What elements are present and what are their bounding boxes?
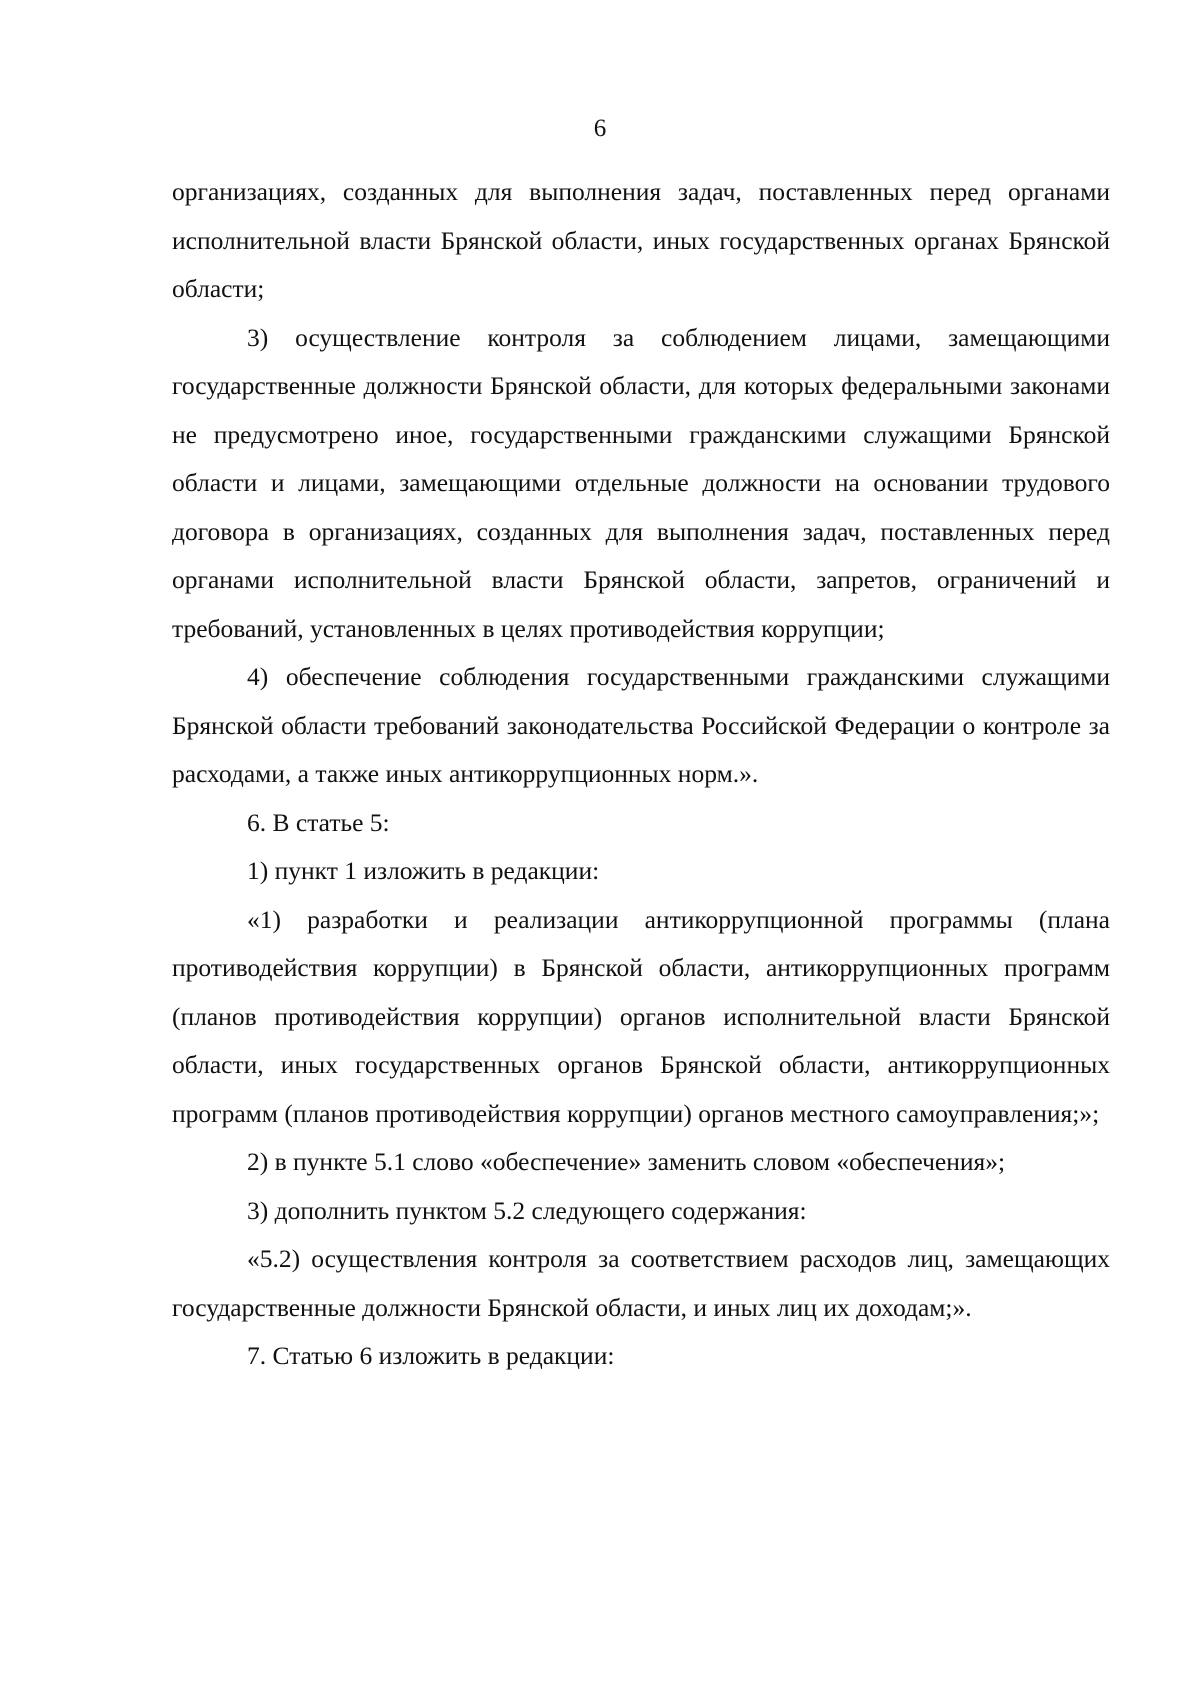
page-number: 6: [593, 115, 607, 142]
paragraph-item-3: 3) осуществление контроля за соблюдением лицами, замещающими государственные должности Брянской области, для которых федеральными законами не предусмотрено иное, государственными гражданскими служащими Брянской области и лицами, замещающими отдельные должности на основании трудового договора в организациях, созданных для выполнения задач, поставленных перед органами исполнительной власти Брянской области, запретов, ограничений и требований, установленных в целях противодействия коррупции;: [172, 322, 1110, 643]
paragraph-section-7: 7. Статью 6 изложить в редакции:: [247, 1341, 615, 1370]
paragraph-subitem-2: 2) в пункте 5.1 слово «обеспечение» заменить словом «обеспечения»;: [247, 1147, 1006, 1176]
paragraph-subitem-1: 1) пункт 1 изложить в редакции:: [247, 856, 600, 885]
paragraph-quoted-item-5-2: «5.2) осуществления контроля за соответствием расходов лиц, замещающих государственные должности Брянской области, и иных лиц их доходам;».: [172, 1244, 1110, 1322]
document-body: [172, 168, 1110, 1381]
paragraph-item-4: 4) обеспечение соблюдения государственными гражданскими служащими Брянской области требований законодательства Российской Федерации о контроле за расходами, а также иных антикоррупционных норм.».: [172, 662, 1110, 788]
paragraph-subitem-3: 3) дополнить пунктом 5.2 следующего содержания:: [247, 1195, 807, 1225]
paragraph-section-6: 6. В статье 5:: [247, 807, 390, 837]
paragraph-continuation: организациях, созданных для выполнения задач, поставленных перед органами исполнительной власти Брянской области, иных государственных органах Брянской области;: [172, 177, 1110, 303]
paragraph-quoted-item-1: «1) разработки и реализации антикоррупционной программы (плана противодействия коррупции) в Брянской области, антикоррупционных программ (планов противодействия коррупции) органов исполнительной власти Брянской области, иных государственных органов Брянской области, антикоррупционных программ (планов противодействия коррупции) органов местного самоуправления;»;: [172, 904, 1110, 1128]
